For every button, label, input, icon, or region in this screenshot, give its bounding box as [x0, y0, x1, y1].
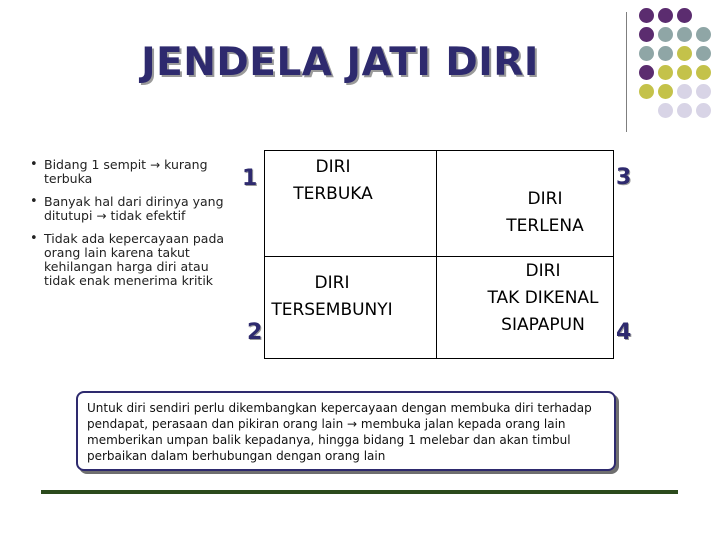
- arrow-icon: →: [150, 158, 161, 172]
- decorative-dot: [677, 65, 692, 80]
- quadrant-number-4: 4: [616, 320, 632, 345]
- decorative-dot: [658, 103, 673, 118]
- decorative-dot: [696, 103, 711, 118]
- quadrant-label-unknown: [473, 258, 613, 339]
- quadrant-label-blind: [480, 186, 610, 240]
- decorative-dot: [658, 65, 673, 80]
- arrow-icon: →: [96, 209, 107, 223]
- decorative-dot: [639, 46, 654, 61]
- decorative-dot: [696, 46, 711, 61]
- note-text: Untuk diri sendiri perlu dikembangkan kepercayaan dengan membuka diri terhadap pendapat, perasaan dan pikiran orang lain: [87, 401, 592, 431]
- bullet-item: [28, 158, 228, 186]
- bullet-item: [28, 232, 228, 288]
- bullet-text: Banyak hal dari dirinya yang ditutupi: [44, 194, 224, 223]
- decorative-dot: [696, 65, 711, 80]
- quadrant-number-1: 1: [242, 166, 258, 191]
- quadrant-label-line: TERLENA: [506, 216, 584, 236]
- decorative-dot: [696, 27, 711, 42]
- decorative-dot-grid: [639, 8, 719, 124]
- decorative-dot: [677, 103, 692, 118]
- bullet-text: kurang terbuka: [44, 157, 208, 186]
- decorative-dot: [658, 27, 673, 42]
- quadrant-label-open: [268, 154, 398, 208]
- page-title: JENDELA JATI DIRI: [141, 40, 539, 85]
- bullet-item: [28, 195, 228, 223]
- quadrant-label-line: SIAPAPUN: [501, 315, 585, 335]
- quadrant-label-line: DIRI: [525, 261, 561, 281]
- decorative-dot: [677, 84, 692, 99]
- decorative-dot: [639, 65, 654, 80]
- note-box: [76, 391, 616, 471]
- arrow-icon: →: [347, 417, 358, 431]
- quadrant-label-line: DIRI: [314, 273, 350, 293]
- decorative-dot: [658, 84, 673, 99]
- quadrant-label-line: TERBUKA: [293, 184, 373, 204]
- quadrant-label-line: DIRI: [527, 189, 563, 209]
- decorative-vertical-line: [626, 12, 627, 132]
- quadrant-number-3: 3: [616, 165, 632, 190]
- decorative-dot: [658, 46, 673, 61]
- decorative-dot: [639, 84, 654, 99]
- bottom-divider: [41, 490, 678, 494]
- quadrant-label-line: TAK DIKENAL: [487, 288, 599, 308]
- decorative-dot: [677, 27, 692, 42]
- quadrant-label-hidden: [262, 270, 402, 324]
- bullet-text: tidak efektif: [106, 208, 186, 223]
- grid-divider-vertical: [436, 150, 437, 359]
- decorative-dot: [677, 8, 692, 23]
- note-text: membuka jalan kepada orang lain memberikan umpan balik kepadanya, hingga bidang 1 melebar dan akan timbul perbaikan dalam berhubungan dengan orang lain: [87, 417, 571, 463]
- decorative-dot: [658, 8, 673, 23]
- grid-divider-horizontal: [264, 256, 614, 257]
- quadrant-label-line: DIRI: [315, 157, 351, 177]
- decorative-dot: [677, 46, 692, 61]
- bullet-text: Bidang 1 sempit: [44, 157, 151, 172]
- bullet-list: [28, 158, 228, 297]
- decorative-dot: [696, 84, 711, 99]
- quadrant-number-2: 2: [247, 320, 263, 345]
- decorative-dot: [639, 8, 654, 23]
- bullet-text: Tidak ada kepercayaan pada orang lain karena takut kehilangan harga diri atau tidak enak menerima kritik: [44, 231, 225, 288]
- quadrant-label-line: TERSEMBUNYI: [271, 300, 393, 320]
- decorative-dot: [639, 27, 654, 42]
